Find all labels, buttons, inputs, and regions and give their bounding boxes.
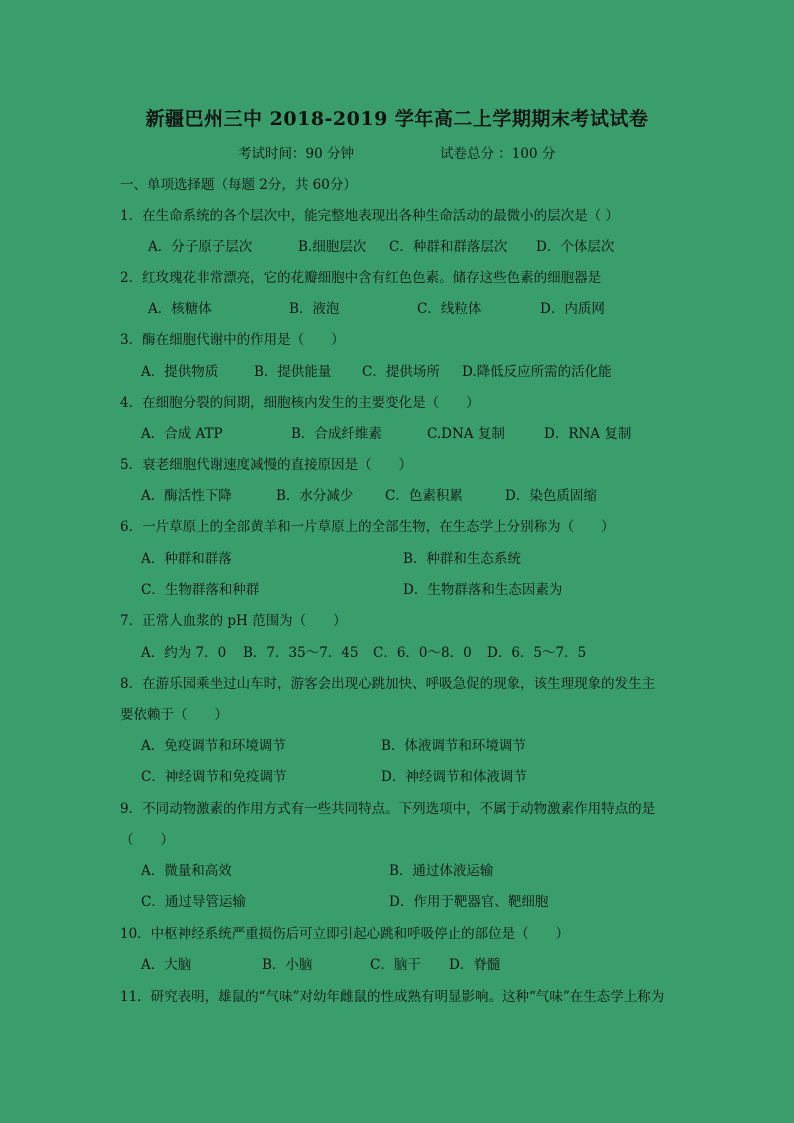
option: B．小脑 (262, 957, 313, 973)
question-stem: 8．在游乐园乘坐过山车时，游客会出现心跳加快、呼吸急促的现象，该生理现象的发生主 (120, 676, 656, 692)
option: D．神经调节和体液调节 (381, 769, 527, 785)
option: A．提供物质 (141, 364, 219, 380)
option: C.DNA 复制 (427, 426, 505, 442)
option: B．通过体液运输 (389, 863, 494, 879)
option: B．液泡 (289, 301, 340, 317)
option: A．种群和群落 (141, 551, 232, 567)
question-stem-continued: 要依赖于（ ） (120, 707, 228, 723)
option: D．脊髓 (449, 957, 501, 973)
option: B．种群和生态系统 (403, 551, 521, 567)
question-stem: 2．红玫瑰花非常漂亮，它的花瓣细胞中含有红色色素。储存这些色素的细胞器是 (120, 270, 602, 286)
option: D．RNA 复制 (544, 426, 632, 442)
option: C．通过导管运输 (141, 894, 246, 910)
option: D.降低反应所需的活化能 (462, 364, 612, 380)
option: C．种群和群落层次 (389, 239, 508, 255)
option: A．分子原子层次 (148, 239, 253, 255)
option: B．7．35～7．45 (243, 645, 359, 661)
option: D．个体层次 (536, 239, 615, 255)
option: D．作用于靶器官、靶细胞 (389, 894, 549, 910)
option: A．微量和高效 (141, 863, 232, 879)
option: D．染色质固缩 (505, 488, 597, 504)
option: C．生物群落和种群 (141, 582, 260, 598)
option: A．核糖体 (148, 301, 212, 317)
option: C．提供场所 (362, 364, 440, 380)
question-stem: 5．衰老细胞代谢速度减慢的直接原因是（ ） (120, 457, 413, 473)
question-stem: 4．在细胞分裂的间期，细胞核内发生的主要变化是（ ） (120, 395, 480, 411)
option: C．神经调节和免疫调节 (141, 769, 287, 785)
option: C．线粒体 (417, 301, 482, 317)
option: A．合成 ATP (141, 426, 223, 442)
question-stem: 11．研究表明，雄鼠的“气味”对幼年雌鼠的性成熟有明显影响。这种“气味”在生态学上称为 (120, 989, 665, 1005)
question-stem: 7．正常人血浆的 pH 范围为（ ） (120, 613, 347, 629)
option: D．6．5～7．5 (487, 645, 587, 661)
option: C．脑干 (370, 957, 421, 973)
option: A．大脑 (141, 957, 192, 973)
option: A．约为 7．0 (141, 645, 227, 661)
option: B．合成纤维素 (291, 426, 382, 442)
question-stem: 3．酶在细胞代谢中的作用是（ ） (120, 332, 345, 348)
option: D．生物群落和生态因素为 (403, 582, 563, 598)
exam-title: 新疆巴州三中 2018-2019 学年高二上学期期末考试试卷 (145, 108, 649, 130)
option: C．色素积累 (385, 488, 463, 504)
option: A．酶活性下降 (141, 488, 232, 504)
question-stem-continued: （ ） (120, 832, 174, 848)
question-stem: 9．不同动物激素的作用方式有一些共同特点。下列选项中，不属于动物激素作用特点的是 (120, 801, 656, 817)
exam-time: 考试时间：90 分钟 (238, 146, 354, 162)
option: B．提供能量 (254, 364, 332, 380)
section-heading: 一、单项选择题（每题 2分，共 60分） (120, 177, 357, 193)
option: A．免疫调节和环境调节 (141, 738, 286, 754)
question-stem: 6．一片草原上的全部黄羊和一片草原上的全部生物，在生态学上分别称为（ ） (120, 519, 615, 535)
option: D．内质网 (540, 301, 605, 317)
question-stem: 1．在生命系统的各个层次中，能完整地表现出各种生命活动的最微小的层次是（ ） (120, 208, 619, 224)
option: B.细胞层次 (298, 239, 367, 255)
exam-total-score: 试卷总分 ：100 分 (440, 146, 556, 162)
option: B．体液调节和环境调节 (381, 738, 526, 754)
question-stem: 10．中枢神经系统严重损伤后可立即引起心跳和呼吸停止的部位是（ ） (120, 926, 570, 942)
option: C．6．0～8．0 (373, 645, 472, 661)
option: B．水分减少 (276, 488, 354, 504)
